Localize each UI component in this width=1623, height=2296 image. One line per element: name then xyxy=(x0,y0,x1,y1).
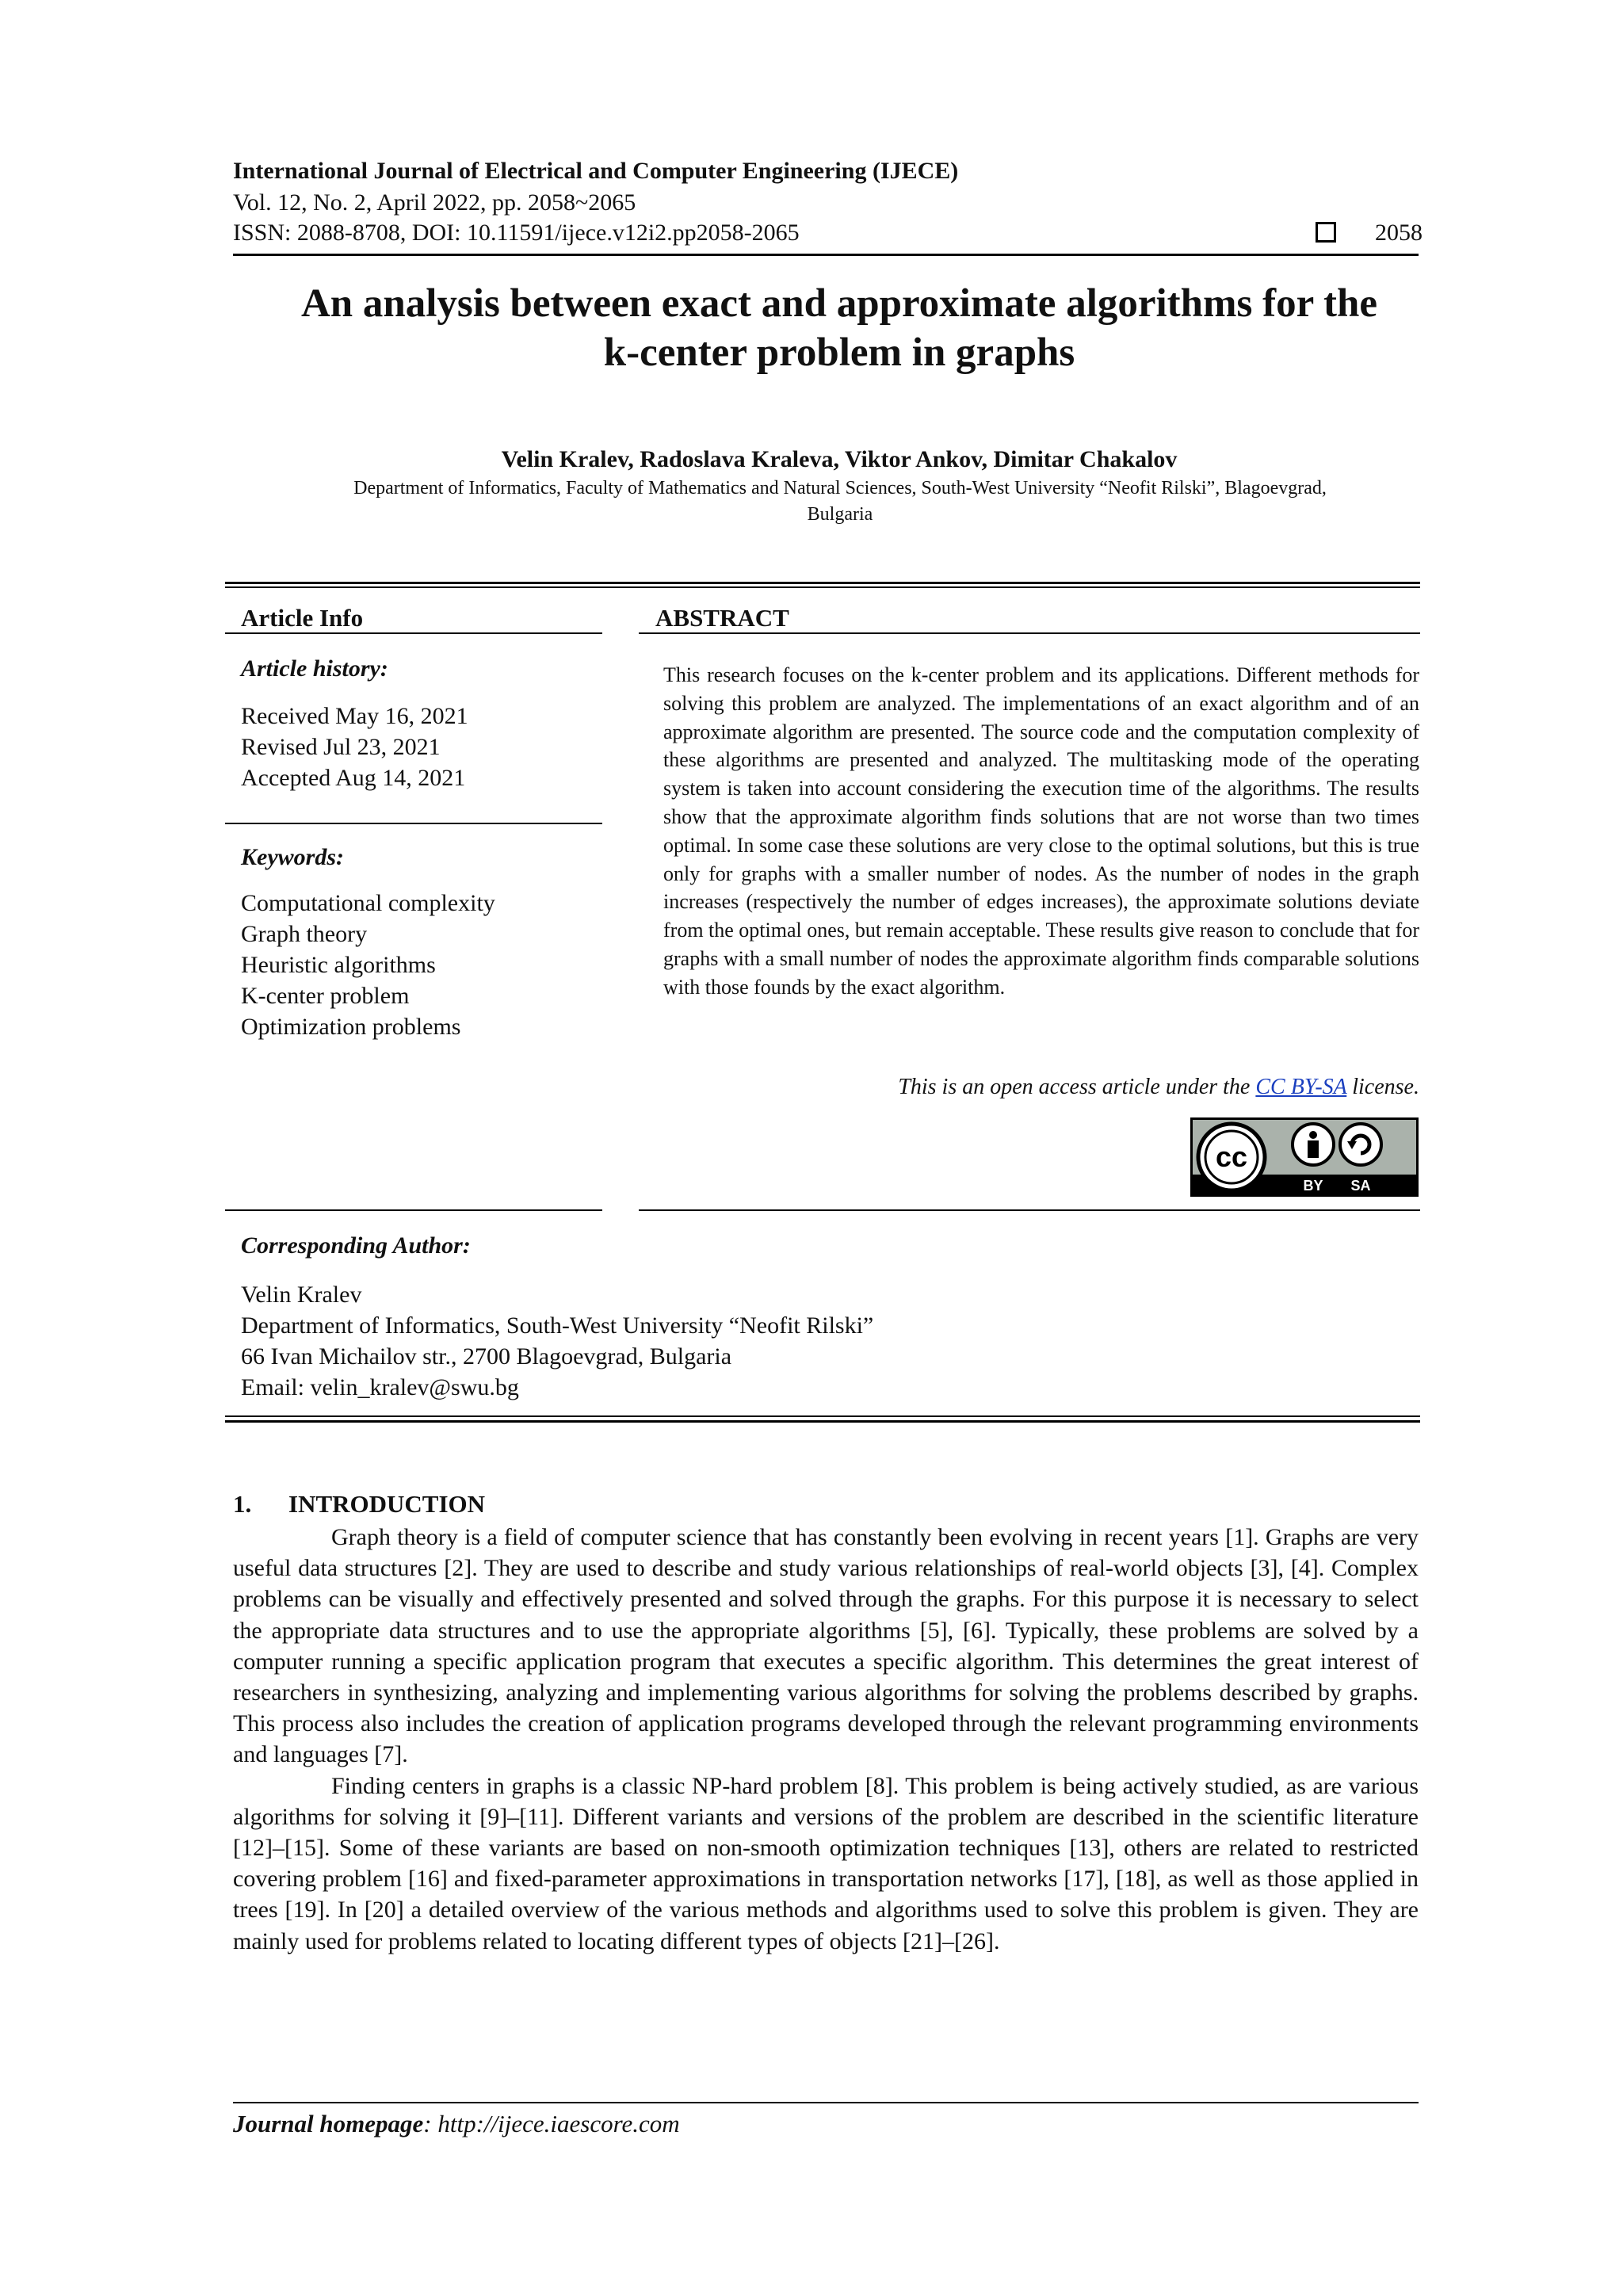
keywords-rule xyxy=(225,823,602,824)
cc-by-sa-link[interactable]: CC BY-SA xyxy=(1255,1075,1347,1099)
keyword-item: Optimization problems xyxy=(241,1014,461,1040)
affiliation-line-2: Bulgaria xyxy=(807,504,873,525)
corresponding-author-email: Email: velin_kralev@swu.bg xyxy=(241,1374,519,1400)
affiliation-line-1: Department of Informatics, Faculty of Mathematics and Natural Sciences, South-West University “Neofit Rilski”, Blagoevgrad, xyxy=(353,478,1327,499)
abstract-bottom-rule xyxy=(639,1209,1420,1211)
article-history-heading: Article history: xyxy=(241,655,388,682)
corresponding-author-address: 66 Ivan Michailov str., 2700 Blagoevgrad, Bulgaria xyxy=(241,1343,732,1370)
journal-name: International Journal of Electrical and Computer Engineering (IJECE) xyxy=(233,158,959,184)
open-access-note xyxy=(663,1073,1419,1102)
abstract-heading: ABSTRACT xyxy=(655,604,789,632)
article-info-heading: Article Info xyxy=(241,604,364,632)
footer-label: Journal homepage xyxy=(233,2110,424,2137)
journal-homepage xyxy=(233,2108,680,2140)
received-date: Received May 16, 2021 xyxy=(241,703,468,729)
paper-title xyxy=(233,279,1445,377)
license-prefix: This is an open access article under the xyxy=(898,1075,1256,1099)
abstract-text: This research focuses on the k-center problem and its applications. Different methods for solving this problem are analyzed. The implementations of an exact algorithm and of an approximate algorithm are presented. The source code and the computation complexity of these algorithms are presented and analyzed. The multitasking mode of the operating system is taken into account considering the execution time of the algorithms. The results show that the approximate algorithm finds solutions that are not worse than two times optimal. In some case these solutions are very close to the optimal solutions, but this is true only for graphs with a smaller number of nodes. As the number of nodes in the graph increases (respectively the number of edges increases), the approximate solutions deviate from the optimal ones, but remain acceptable. These results give reason to conclude that for graphs with a small number of nodes the approximate algorithm finds comparable solutions with those founds by the exact algorithm. xyxy=(663,663,1419,999)
introduction-paragraph-1: Graph theory is a field of computer science that has constantly been evolving in recent years [1]. Graphs are very useful data structures [2]. They are used to describe and study various relationships of real-world objects [3], [4]. Complex problems can be visually and effectively presented and solved through the graphs. For this purpose it is necessary to select the appropriate data structures and to use the appropriate algorithms [5], [6]. Typically, these problems are solved by a computer running a specific application program that executes a specific algorithm. This determines the great interest of researchers in synthesizing, analyzing and implementing various algorithms for solving the problems described by graphs. This process also includes the creation of application programs developed through the relevant programming environments and languages [7]. xyxy=(233,1524,1419,1768)
info-box-top-rule xyxy=(225,582,1420,584)
introduction-paragraph-2: Finding centers in graphs is a classic NP-hard problem [8]. This problem is being actively studied, as are various algorithms for solving it [9]–[11]. Different variants and versions of the problem are described in the scientific literature [12]–[15]. Some of these variants are based on non-smooth optimization techniques [13], others are related to restricted covering problem [16] and fixed-parameter approximations in transportation networks [17], [18], as well as those applied in trees [19]. In [20] a detailed overview of the various methods and algorithms used to solve this problem is given. They are mainly used for problems related to locating different types of objects [21]–[26]. xyxy=(233,1772,1419,1954)
header-rule xyxy=(233,254,1419,256)
page-number: 2058 xyxy=(1375,220,1423,246)
title-line-2: k-center problem in graphs xyxy=(603,330,1075,375)
article-info-rule xyxy=(225,632,602,634)
introduction-body xyxy=(233,1522,1419,1957)
keyword-item: K-center problem xyxy=(241,983,410,1009)
license-suffix: license. xyxy=(1346,1075,1419,1099)
keyword-item: Computational complexity xyxy=(241,890,495,916)
revised-date: Revised Jul 23, 2021 xyxy=(241,734,441,760)
affiliation xyxy=(262,476,1419,528)
corresponding-author-name: Velin Kralev xyxy=(241,1282,362,1308)
badge-sa-text: SA xyxy=(1350,1178,1371,1194)
section-number: 1. xyxy=(233,1490,252,1518)
keywords-heading: Keywords: xyxy=(241,844,344,870)
keyword-item: Graph theory xyxy=(241,921,368,947)
keyword-item: Heuristic algorithms xyxy=(241,952,436,978)
badge-by-text: BY xyxy=(1303,1178,1323,1194)
corresponding-author-heading: Corresponding Author: xyxy=(241,1232,471,1259)
introduction-heading: INTRODUCTION xyxy=(288,1490,486,1518)
footer-url[interactable]: : http://ijece.iaescore.com xyxy=(423,2110,680,2137)
author-list: Velin Kralev, Radoslava Kraleva, Viktor Ankov, Dimitar Chakalov xyxy=(501,446,1178,472)
corresponding-author-department: Department of Informatics, South-West University “Neofit Rilski” xyxy=(241,1312,874,1339)
info-box-bottom-rule xyxy=(225,1420,1420,1423)
info-box-bottom-rule-inner xyxy=(225,1415,1420,1417)
title-line-1: An analysis between exact and approximate algorithms for the xyxy=(300,281,1378,326)
accepted-date: Accepted Aug 14, 2021 xyxy=(241,765,466,791)
abstract-rule xyxy=(639,632,1420,634)
volume-line: Vol. 12, No. 2, April 2022, pp. 2058~2065 xyxy=(233,189,636,216)
info-box-top-rule-inner xyxy=(225,586,1420,588)
cc-by-sa-badge-icon xyxy=(1190,1117,1419,1197)
article-info-bottom-rule xyxy=(225,1209,602,1211)
badge-cc-text: cc xyxy=(1215,1140,1248,1173)
footer-rule xyxy=(233,2102,1419,2103)
issn-doi-line: ISSN: 2088-8708, DOI: 10.11591/ijece.v12i2.pp2058-2065 xyxy=(233,220,800,246)
page-box-icon xyxy=(1316,222,1336,243)
